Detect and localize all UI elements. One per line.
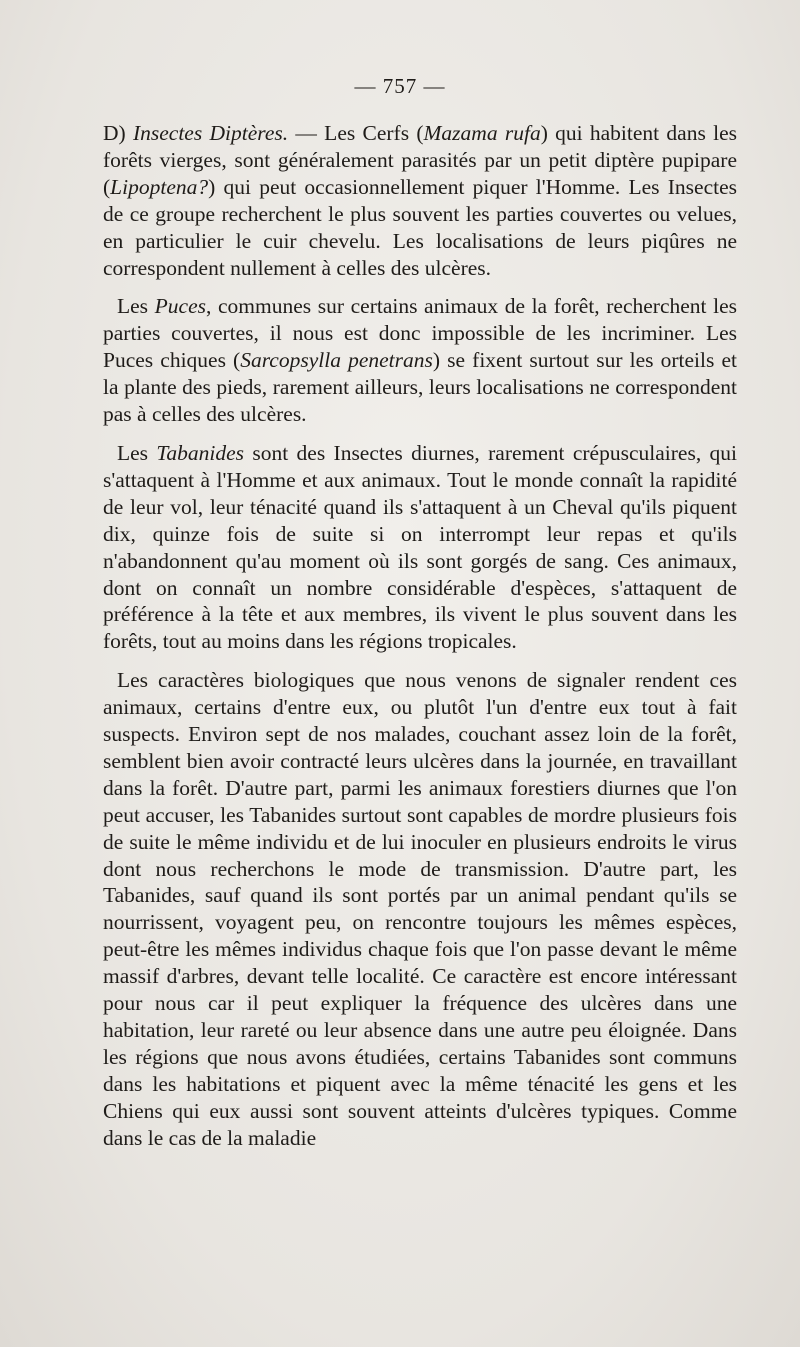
paragraph-diptera (103, 120, 737, 281)
taxon-name: Puces (154, 294, 206, 319)
page-number: — 757 — (354, 74, 446, 98)
paragraph-tabanides (103, 440, 737, 655)
species-name: Sarcopsylla penetrans (240, 348, 433, 373)
text-run: ) qui habitent dans les forêts vierges, sont généralement parasités par un petit diptère pupipare ( (103, 121, 737, 199)
section-letter: D) (103, 121, 133, 145)
text-run: Les (117, 440, 157, 465)
taxon-name: Tabanides (156, 440, 245, 465)
section-heading: Insectes Diptères. (132, 121, 289, 145)
text-run: Les (117, 294, 155, 319)
text-run: ) qui peut occasionnellement piquer l'Homme. Les Insectes de ce groupe recherchent le plus souvent les parties couvertes ou velues, en particulier le cuir chevelu. Les localisations de leurs piqûres ne correspondent nullement à celles des ulcères. (103, 174, 737, 280)
text-run: sont des Insectes diurnes, rarement crépusculaires, qui s'attaquent à l'Homme et aux animaux. Tout le monde connaît la rapidité de leur vol, leur ténacité quand ils s'attaquent à un Cheval qu'ils piquent dix, quinze fois de suite si on interrompt leur repas et qu'ils n'abandonnent qu'au moment où ils sont gorgés de sang. Ces animaux, dont on connaît un nombre considérable d'espèces, s'attaquent de préférence à la tête et aux membres, ils vivent le plus souvent dans les forêts, tout au moins dans les régions tropicales. (103, 440, 737, 654)
body-text (103, 120, 737, 1152)
species-name: Lipoptena? (110, 174, 209, 199)
species-name: Mazama rufa (423, 121, 541, 145)
text-run: — Les Cerfs ( (288, 121, 424, 145)
text-run: , communes sur certains animaux de la forêt, recherchent les parties couvertes, il nous est donc impossible de les incriminer. Les Puces chiques ( (103, 294, 738, 373)
paragraph-biologie: Les caractères biologiques que nous venons de signaler rendent ces animaux, certains d'entre eux, ou plutôt l'un d'entre eux tout à fait suspects. Environ sept de nos malades, couchant assez loin de la forêt, semblent bien avoir contracté leurs ulcères dans la journée, en travaillant dans la forêt. D'autre part, parmi les animaux forestiers diurnes que l'on peut accuser, les Tabanides surtout sont capables de mordre plusieurs fois de suite le même individu et de lui inoculer en plusieurs endroits le virus dont nous recherchons le mode de transmission. D'autre part, les Tabanides, sauf quand ils sont portés par un animal pendant qu'ils se nourrissent, voyagent peu, on rencontre toujours les mêmes espèces, peut-être les mêmes individus chaque fois que l'on passe devant le même massif d'arbres, devant telle localité. Ce caractère est encore intéressant pour nous car il peut expliquer la fréquence des ulcères dans une habitation, leur rareté ou leur absence dans une autre peu éloignée. Dans les régions que nous avons étudiées, certains Tabanides sont communs dans les habitations et piquent avec la même ténacité les gens et les Chiens qui eux aussi sont souvent atteints d'ulcères typiques. Comme dans le cas de la maladie (103, 668, 737, 1150)
text-run: ) se fixent surtout sur les orteils et la plante des pieds, rarement ailleurs, leurs localisations ne correspondent pas à celles des ulcères. (103, 348, 738, 427)
paragraph-puces (103, 293, 737, 428)
